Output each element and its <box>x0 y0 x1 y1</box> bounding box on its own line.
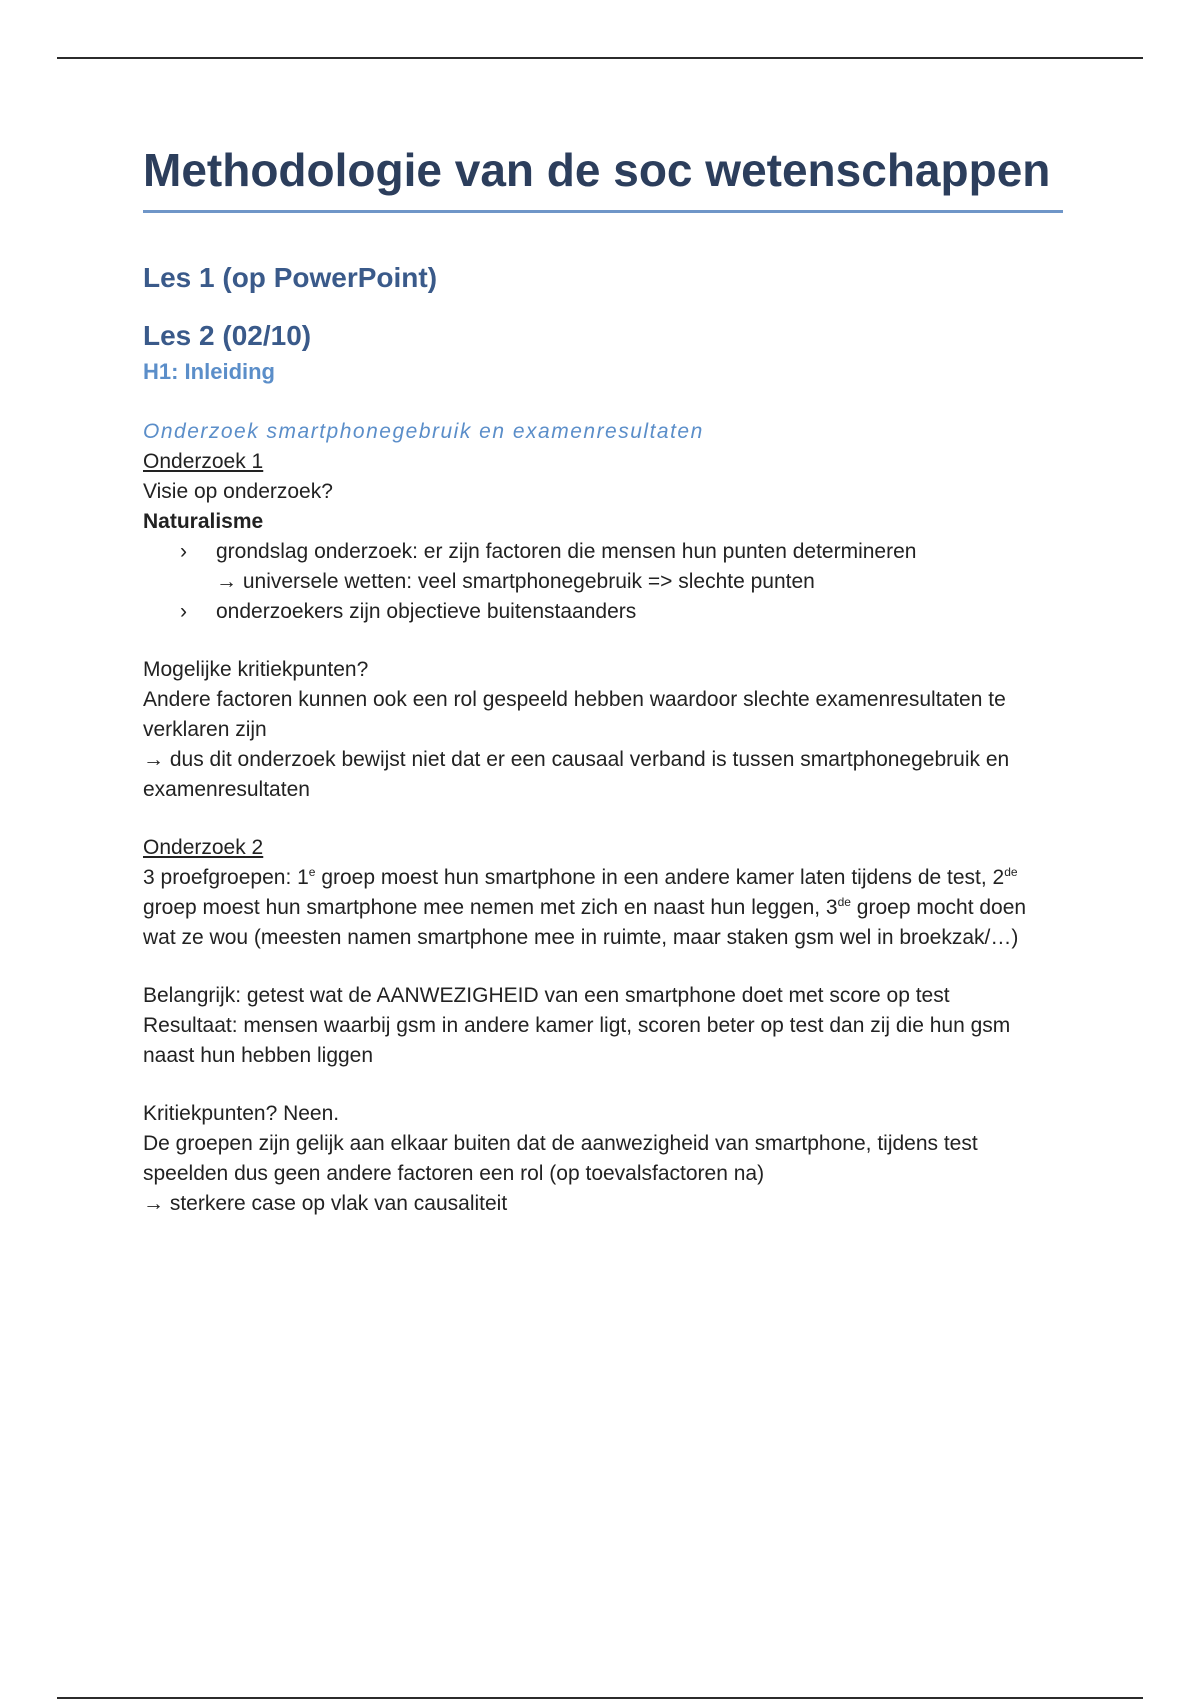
text-run: 3 proefgroepen: 1 <box>143 866 309 889</box>
heading-les1: Les 1 (op PowerPoint) <box>143 262 438 293</box>
onderzoek1-crit-question: Mogelijke kritiekpunten? <box>143 658 369 681</box>
bullet-chevron-icon: › <box>180 600 187 623</box>
heading-les2: Les 2 (02/10) <box>143 320 312 351</box>
onderzoek2-heading: Onderzoek 2 <box>143 836 264 859</box>
list-item <box>143 597 1063 627</box>
onderzoek2-belangrijk: Belangrijk: getest wat de AANWEZIGHEID van een smartphone doet met score op test <box>143 984 950 1007</box>
onderzoek1-question: Visie op onderzoek? <box>143 480 333 503</box>
top-rule <box>57 57 1143 59</box>
section-heading: Onderzoek smartphonegebruik en examenresultaten <box>143 420 704 443</box>
onderzoek1-crit-conclusion: → dus dit onderzoek bewijst niet dat er een causaal verband is tussen smartphonegebruik en examenresultaten <box>143 748 1010 801</box>
superscript: e <box>308 865 316 879</box>
onderzoek1-heading: Onderzoek 1 <box>143 450 264 473</box>
bullet-sub-text: → universele wetten: veel smartphonegebruik => slechte punten <box>216 570 815 593</box>
bullet-text: onderzoekers zijn objectieve buitenstaanders <box>216 600 637 623</box>
text-run: groep mocht doen wat ze wou (meesten namen smartphone mee in ruimte, maar staken gsm wel in broekzak/…) <box>143 896 1027 949</box>
text-run: groep moest hun smartphone mee nemen met zich en naast hun leggen, 3 <box>143 896 838 919</box>
onderzoek1-answer: Naturalisme <box>143 510 264 533</box>
heading-h1-inleiding: H1: Inleiding <box>143 359 275 384</box>
superscript: de <box>1004 865 1018 879</box>
document-title: Methodologie van de soc wetenschappen <box>143 140 1063 213</box>
list-item <box>143 537 1063 597</box>
bullet-chevron-icon: › <box>180 540 187 563</box>
onderzoek1-crit-answer: Andere factoren kunnen ook een rol gespeeld hebben waardoor slechte examenresultaten te verklaren zijn <box>143 688 1006 741</box>
document-body <box>143 140 1063 1219</box>
onderzoek2-resultaat: Resultaat: mensen waarbij gsm in andere kamer ligt, scoren beter op test dan zij die hun gsm naast hun hebben liggen <box>143 1014 1011 1067</box>
onderzoek1-bullet-list <box>143 537 1063 627</box>
onderzoek2-description <box>143 863 1063 953</box>
onderzoek2-crit-answer: De groepen zijn gelijk aan elkaar buiten dat de aanwezigheid van smartphone, tijdens test speelden dus geen andere factoren een rol (op toevalsfactoren na) <box>143 1132 978 1185</box>
bottom-rule <box>57 1697 1143 1699</box>
superscript: de <box>837 895 851 909</box>
onderzoek2-crit-conclusion: → sterkere case op vlak van causaliteit <box>143 1192 508 1215</box>
onderzoek2-crit-question: Kritiekpunten? Neen. <box>143 1102 340 1125</box>
bullet-text: grondslag onderzoek: er zijn factoren die mensen hun punten determineren <box>216 540 917 563</box>
text-run: groep moest hun smartphone in een andere kamer laten tijdens de test, 2 <box>315 866 1005 889</box>
